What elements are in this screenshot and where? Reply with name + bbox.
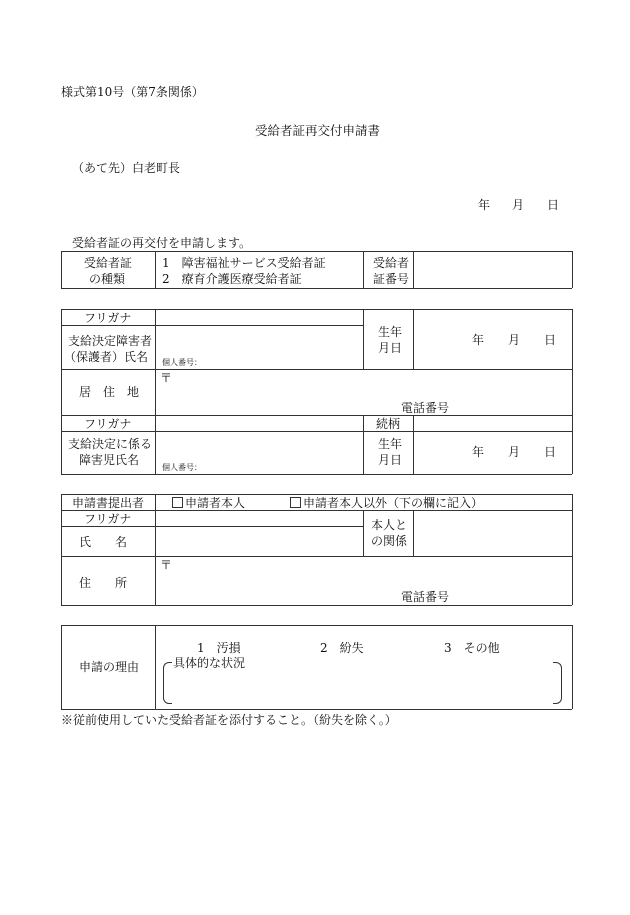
- child-individual-number-label: 個人番号：: [162, 463, 202, 472]
- checkbox-other[interactable]: [290, 497, 301, 508]
- certificate-number-label-1: 受給者: [373, 256, 410, 270]
- reason-option-3[interactable]: 3 その他: [444, 641, 500, 655]
- reason-label: 申請の理由: [79, 660, 140, 674]
- birth-month-label: 月: [508, 333, 521, 347]
- submitter-name-field[interactable]: [156, 527, 362, 555]
- submitter-address-label: 住 所: [79, 576, 128, 590]
- addressee: （あて先）白老町長: [72, 161, 181, 175]
- option-applicant-other[interactable]: [290, 497, 483, 509]
- child-birth-year-label: 年: [472, 445, 485, 459]
- child-birth-month-label: 月: [508, 445, 521, 459]
- footnote: ※従前使用していた受給者証を添付すること。（紛失を除く。）: [61, 713, 397, 727]
- details-field[interactable]: [172, 672, 552, 702]
- residence-label: 居 住 地: [79, 385, 140, 399]
- birth-label-2: 月日: [378, 341, 403, 355]
- left-bracket: [163, 662, 172, 704]
- furigana-field[interactable]: [156, 310, 362, 324]
- right-bracket: [553, 662, 562, 704]
- date-day-label: 日: [547, 198, 560, 212]
- residence-field[interactable]: [156, 370, 571, 414]
- certificate-number-label-2: 証番号: [373, 272, 410, 286]
- certificate-option-2: 2 療育介護医療受給者証: [162, 272, 302, 286]
- birth-day-label: 日: [544, 333, 557, 347]
- certificate-type-label-1: 受給者証: [84, 256, 133, 270]
- submitter-furigana-field[interactable]: [156, 511, 362, 525]
- option-self-label: 申請者本人: [185, 496, 246, 510]
- submitter-label: 申請書提出者: [72, 496, 145, 510]
- child-name-label-2: 障害児氏名: [79, 453, 140, 467]
- submitter-address-field[interactable]: [156, 557, 571, 604]
- child-birth-label-1: 生年: [378, 437, 403, 451]
- reason-option-1[interactable]: 1 汚損: [197, 641, 241, 655]
- relationship-field[interactable]: [414, 511, 571, 555]
- relationship-label-2: の関係: [371, 534, 408, 548]
- certificate-option-1: 1 障害福祉サービス受給者証: [162, 256, 326, 270]
- checkbox-self[interactable]: [172, 497, 183, 508]
- page-title: 受給者証再交付申請書: [255, 123, 381, 138]
- person-name-label-1: 支給決定障害者: [68, 334, 153, 348]
- submitter-phone-label: 電話番号: [401, 590, 450, 604]
- individual-number-label: 個人番号：: [162, 358, 202, 367]
- submitter-postal-mark: 〒: [160, 558, 173, 572]
- relationship-label-1: 本人と: [371, 518, 408, 532]
- certificate-type-label-2: の種類: [89, 272, 126, 286]
- option-other-label: 申請者本人以外（下の欄に記入）: [303, 496, 484, 510]
- person-name-label-2: （保護者）氏名: [64, 350, 149, 364]
- furigana-label: フリガナ: [84, 311, 132, 325]
- relation-label: 続柄: [376, 417, 401, 431]
- phone-label: 電話番号: [401, 401, 450, 415]
- child-furigana-label: フリガナ: [84, 417, 132, 431]
- child-name-field[interactable]: [156, 432, 362, 473]
- postal-mark: 〒: [160, 371, 173, 385]
- child-birth-day-label: 日: [544, 445, 557, 459]
- certificate-number-field[interactable]: [414, 252, 571, 287]
- submitter-name-label: 氏 名: [79, 535, 128, 549]
- relation-field[interactable]: [414, 416, 571, 430]
- birth-year-label: 年: [472, 333, 485, 347]
- details-label: 具体的な状況: [173, 656, 246, 670]
- child-name-label-1: 支給決定に係る: [68, 437, 153, 451]
- person-name-field[interactable]: [156, 326, 362, 368]
- reason-option-2[interactable]: 2 紛失: [320, 641, 364, 655]
- date-year-label: 年: [478, 198, 491, 212]
- birth-label-1: 生年: [378, 325, 403, 339]
- child-birth-label-2: 月日: [378, 453, 403, 467]
- form-number: 様式第10号（第7条関係）: [61, 85, 204, 99]
- intro-text: 受給者証の再交付を申請します。: [72, 236, 252, 250]
- date-month-label: 月: [512, 198, 525, 212]
- option-applicant-self[interactable]: [172, 497, 245, 509]
- submitter-furigana-label: フリガナ: [84, 512, 132, 526]
